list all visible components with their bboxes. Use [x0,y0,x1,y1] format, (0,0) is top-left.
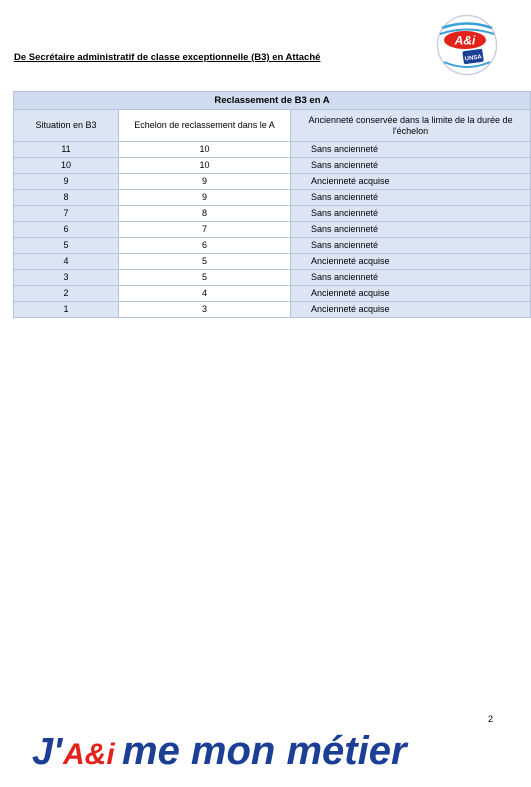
cell-situation: 7 [14,206,119,222]
table-row [14,222,531,238]
cell-echelon: 3 [119,302,291,318]
column-header-anciennete: Ancienneté conservée dans la limite de la durée de l'échelon [291,110,531,142]
reclassement-table [13,91,531,318]
table-row [14,174,531,190]
table-row [14,190,531,206]
cell-echelon: 7 [119,222,291,238]
cell-anciennete: Ancienneté acquise [291,174,531,190]
cell-anciennete: Sans ancienneté [291,222,531,238]
table-row [14,158,531,174]
cell-anciennete: Sans ancienneté [291,190,531,206]
table-row [14,238,531,254]
cell-situation: 11 [14,142,119,158]
cell-anciennete: Sans ancienneté [291,270,531,286]
table-row [14,254,531,270]
cell-anciennete: Sans ancienneté [291,158,531,174]
slogan-rest: me mon métier [122,729,407,773]
table-title: Reclassement de B3 en A [14,92,531,110]
table-row [14,286,531,302]
ai-unsa-logo [436,14,498,76]
cell-echelon: 5 [119,254,291,270]
cell-anciennete: Sans ancienneté [291,206,531,222]
page-number: 2 [488,714,494,724]
table-row [14,206,531,222]
cell-anciennete: Ancienneté acquise [291,254,531,270]
column-header-situation: Situation en B3 [14,110,119,142]
cell-situation: 5 [14,238,119,254]
logo-text-ai: A&i [454,33,476,48]
cell-echelon: 4 [119,286,291,302]
cell-echelon: 10 [119,158,291,174]
cell-situation: 2 [14,286,119,302]
logo-text-unsa: UNSA [464,54,483,63]
cell-situation: 4 [14,254,119,270]
cell-situation: 3 [14,270,119,286]
slogan-banner [30,722,500,778]
cell-situation: 6 [14,222,119,238]
cell-anciennete: Ancienneté acquise [291,286,531,302]
slogan-prefix: J' [32,731,63,773]
table-row [14,270,531,286]
slogan-logo-text: A&i [63,738,115,771]
cell-echelon: 9 [119,174,291,190]
column-header-echelon: Echelon de reclassement dans le A [119,110,291,142]
cell-anciennete: Sans ancienneté [291,238,531,254]
table-row [14,142,531,158]
page-heading: De Secrétaire administratif de classe exceptionnelle (B3) en Attaché [14,52,321,63]
cell-echelon: 5 [119,270,291,286]
cell-situation: 10 [14,158,119,174]
cell-anciennete: Sans ancienneté [291,142,531,158]
cell-echelon: 10 [119,142,291,158]
table-row [14,302,531,318]
cell-situation: 1 [14,302,119,318]
cell-echelon: 8 [119,206,291,222]
cell-situation: 9 [14,174,119,190]
cell-situation: 8 [14,190,119,206]
cell-echelon: 9 [119,190,291,206]
cell-echelon: 6 [119,238,291,254]
cell-anciennete: Ancienneté acquise [291,302,531,318]
